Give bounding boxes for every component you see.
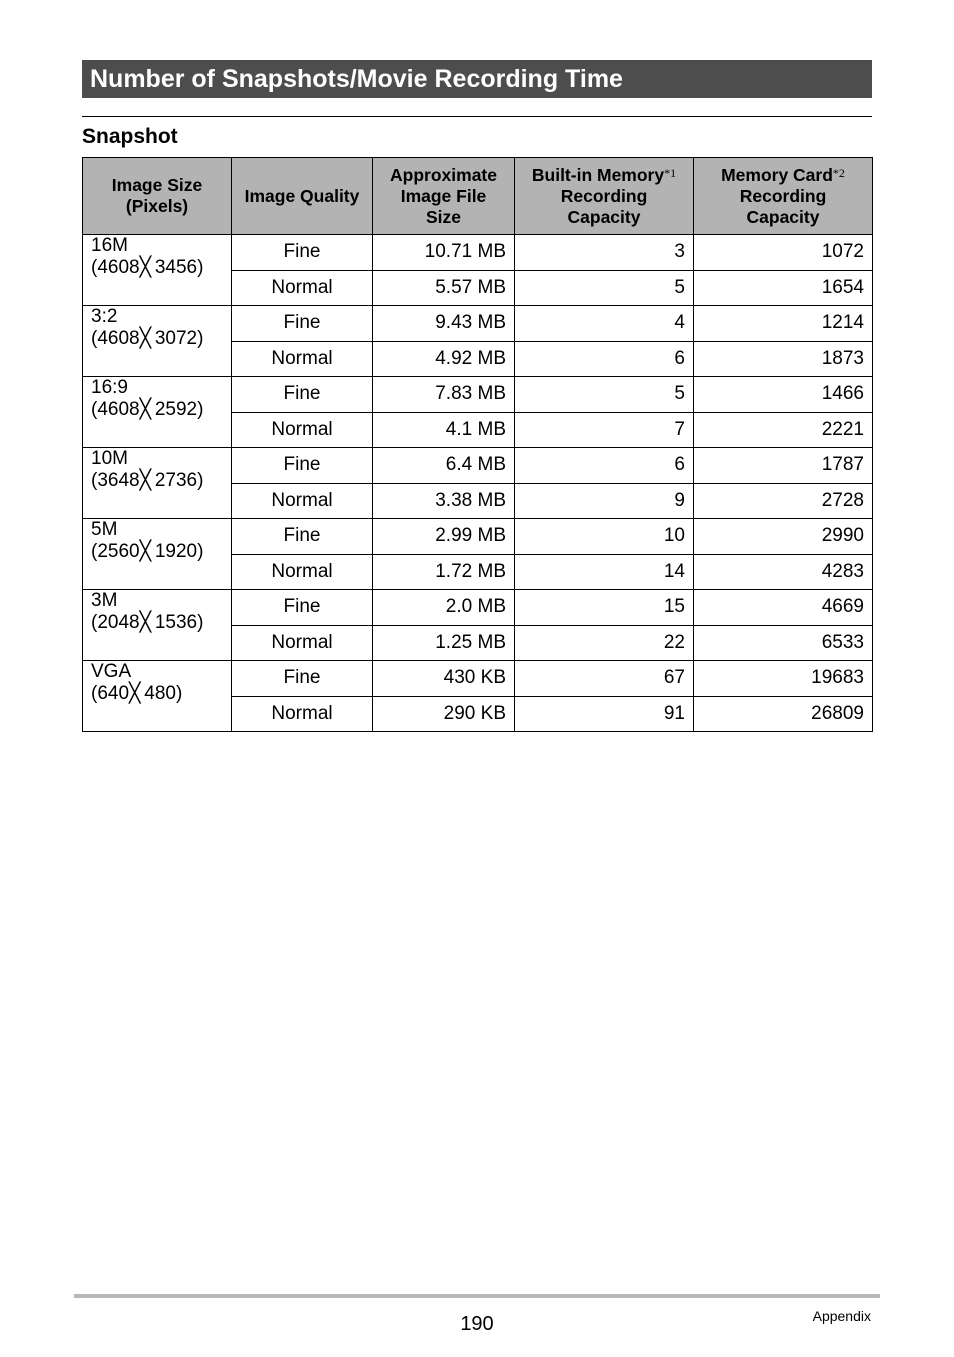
header-memory-card-sublabel: Recording Capacity (739, 185, 827, 227)
card-capacity-cell: 2990 (694, 519, 873, 555)
card-capacity-cell: 1654 (694, 270, 873, 306)
card-capacity-cell: 19683 (694, 661, 873, 697)
header-memory-card-label: Memory Card (721, 164, 833, 185)
file-size-cell: 3.38 MB (373, 483, 515, 519)
card-capacity-cell: 1214 (694, 306, 873, 342)
card-capacity-cell: 26809 (694, 696, 873, 732)
card-capacity-cell: 4669 (694, 590, 873, 626)
image-size-cell: 16M (4608╳ 3456) (83, 235, 232, 306)
builtin-capacity-cell: 7 (515, 412, 694, 448)
table-row (83, 519, 873, 555)
file-size-cell: 6.4 MB (373, 448, 515, 484)
builtin-capacity-cell: 22 (515, 625, 694, 661)
image-quality-cell: Fine (232, 235, 373, 271)
card-capacity-cell: 1072 (694, 235, 873, 271)
section-heading: Snapshot (82, 125, 178, 148)
image-size-cell: 5M (2560╳ 1920) (83, 519, 232, 590)
file-size-cell: 4.1 MB (373, 412, 515, 448)
snapshot-capacity-table (82, 157, 873, 732)
header-builtin-memory-label: Built-in Memory (531, 164, 665, 185)
table-row (83, 306, 873, 342)
table-body (83, 235, 873, 732)
page-number: 190 (460, 1313, 494, 1335)
title-divider (82, 116, 872, 117)
table-row (83, 235, 873, 271)
card-capacity-cell: 1466 (694, 377, 873, 413)
footer-section-label: Appendix (812, 1308, 871, 1324)
table-row (83, 590, 873, 626)
table-row (83, 377, 873, 413)
builtin-capacity-cell: 4 (515, 306, 694, 342)
table-row (83, 448, 873, 484)
builtin-capacity-cell: 5 (515, 377, 694, 413)
image-quality-cell: Normal (232, 625, 373, 661)
image-quality-cell: Fine (232, 448, 373, 484)
image-quality-cell: Fine (232, 590, 373, 626)
file-size-cell: 1.25 MB (373, 625, 515, 661)
file-size-cell: 290 KB (373, 696, 515, 732)
file-size-cell: 4.92 MB (373, 341, 515, 377)
file-size-cell: 2.0 MB (373, 590, 515, 626)
image-quality-cell: Normal (232, 483, 373, 519)
builtin-capacity-cell: 67 (515, 661, 694, 697)
header-builtin-memory (515, 158, 694, 235)
header-file-size-label: Approximate Image File Size (390, 164, 497, 227)
image-quality-cell: Normal (232, 696, 373, 732)
file-size-cell: 10.71 MB (373, 235, 515, 271)
builtin-capacity-cell: 15 (515, 590, 694, 626)
builtin-capacity-cell: 6 (515, 448, 694, 484)
image-size-cell: 3:2 (4608╳ 3072) (83, 306, 232, 377)
header-file-size (373, 158, 515, 235)
builtin-capacity-cell: 9 (515, 483, 694, 519)
header-memory-card (694, 158, 873, 235)
footer-divider (74, 1294, 880, 1298)
card-capacity-cell: 2728 (694, 483, 873, 519)
card-capacity-cell: 4283 (694, 554, 873, 590)
card-capacity-cell: 6533 (694, 625, 873, 661)
image-size-cell: 16:9 (4608╳ 2592) (83, 377, 232, 448)
card-capacity-cell: 1873 (694, 341, 873, 377)
file-size-cell: 9.43 MB (373, 306, 515, 342)
footnote-marker-1: *1 (664, 165, 677, 180)
image-quality-cell: Normal (232, 270, 373, 306)
builtin-capacity-cell: 91 (515, 696, 694, 732)
image-size-cell: VGA (640╳ 480) (83, 661, 232, 732)
image-quality-cell: Fine (232, 306, 373, 342)
header-builtin-memory-sublabel: Recording Capacity (560, 185, 648, 227)
footnote-marker-2: *2 (832, 165, 845, 180)
page-title: Number of Snapshots/Movie Recording Time (82, 60, 872, 98)
header-image-size (83, 158, 232, 235)
image-size-cell: 10M (3648╳ 2736) (83, 448, 232, 519)
image-quality-cell: Normal (232, 412, 373, 448)
image-quality-cell: Fine (232, 377, 373, 413)
image-quality-cell: Fine (232, 519, 373, 555)
table-header-row (83, 158, 873, 235)
card-capacity-cell: 2221 (694, 412, 873, 448)
builtin-capacity-cell: 6 (515, 341, 694, 377)
file-size-cell: 430 KB (373, 661, 515, 697)
header-image-size-label: Image Size (Pixels) (111, 175, 203, 216)
image-size-cell: 3M (2048╳ 1536) (83, 590, 232, 661)
table-row (83, 661, 873, 697)
builtin-capacity-cell: 10 (515, 519, 694, 555)
header-image-quality-label: Image Quality (244, 185, 360, 206)
builtin-capacity-cell: 3 (515, 235, 694, 271)
card-capacity-cell: 1787 (694, 448, 873, 484)
builtin-capacity-cell: 14 (515, 554, 694, 590)
image-quality-cell: Normal (232, 554, 373, 590)
file-size-cell: 5.57 MB (373, 270, 515, 306)
builtin-capacity-cell: 5 (515, 270, 694, 306)
image-quality-cell: Normal (232, 341, 373, 377)
file-size-cell: 2.99 MB (373, 519, 515, 555)
file-size-cell: 7.83 MB (373, 377, 515, 413)
header-image-quality (232, 158, 373, 235)
file-size-cell: 1.72 MB (373, 554, 515, 590)
image-quality-cell: Fine (232, 661, 373, 697)
